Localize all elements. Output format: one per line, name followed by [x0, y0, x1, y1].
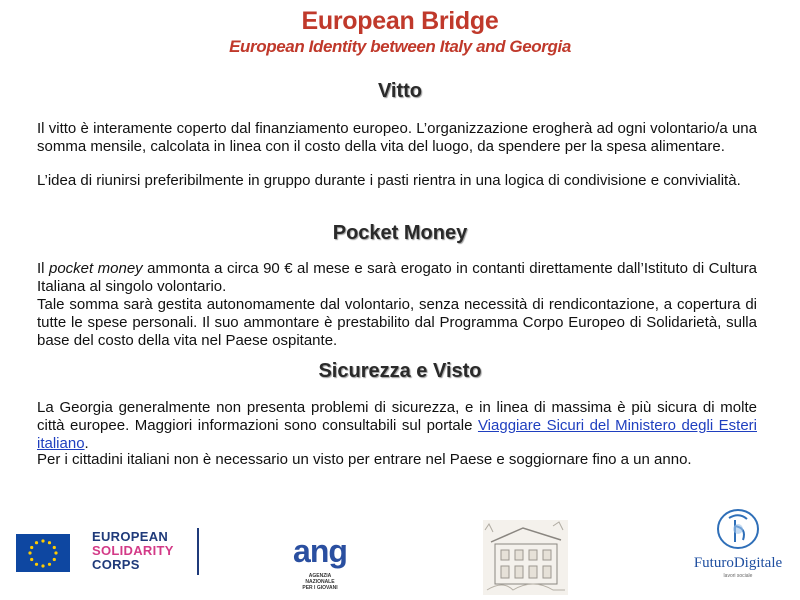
pocket-p1-before: Il — [37, 260, 49, 277]
vitto-paragraph-1: Il vitto è interamente coperto dal finanziamento europeo. L’organizzazione erogherà ad ogni volontario/a una somma mensile, calcolata in linea con il costo della vita del luogo, da spendere per la spesa alimentare. — [37, 120, 757, 155]
esc-divider — [197, 528, 199, 575]
building-sketch-icon — [483, 520, 568, 595]
page-title: European Bridge — [301, 7, 499, 35]
futuro-digitale-name: FuturoDigitale — [693, 555, 783, 571]
heading-vitto: Vitto — [377, 80, 423, 102]
vitto-paragraph-2: L’idea di riunirsi preferibilmente in gruppo durante i pasti rientra in una logica di condivisione e convivialità. — [37, 172, 741, 189]
ang-wordmark: ang — [293, 533, 347, 569]
page-header — [0, 6, 800, 58]
sicurezza-p1-before: La Georgia generalmente non presenta problemi di sicurezza, e in linea di massima è più sicura di molte città europee. Maggiori informazioni sono consultabili sul portale — [37, 399, 757, 434]
ang-sub-3: PER I GIOVANI — [302, 585, 338, 591]
eu-flag-icon — [16, 534, 70, 572]
logo-footer — [0, 500, 800, 600]
page-subtitle: European Identity between Italy and Georgia — [229, 37, 571, 56]
ang-sub-1: AGENZIA — [308, 573, 332, 579]
ang-sub-2: NAZIONALE — [305, 579, 335, 585]
pocket-p1-after: ammonta a circa 90 € al mese e sarà erogato in contanti direttamente dall’Istituto di Cultura Italiana al singolo volontario. — [37, 260, 757, 295]
pocket-paragraph-2: Tale somma sarà gestita autonomamente dal volontario, senza necessità di rendicontazione, a copertura di tutte le spese personali. Il suo ammontare è prestabilito dal Programma Corpo Europeo di Solidarietà, sulla base del costo della vita nel Paese ospitante. — [37, 296, 757, 349]
pocket-money-term: pocket money — [48, 260, 143, 277]
esc-logo — [16, 500, 191, 600]
ang-logo — [280, 533, 360, 593]
viaggiare-sicuri-link[interactable]: Viaggiare Sicuri del Ministero degli Esteri italiano — [37, 417, 757, 452]
esc-logo-text — [92, 530, 174, 572]
sicurezza-p1-after: . — [84, 435, 89, 452]
futuro-digitale-tagline: lavori sociale — [723, 573, 753, 579]
futuro-digitale-emblem-icon — [713, 506, 763, 552]
ang-subtitle — [280, 573, 360, 591]
sicurezza-paragraph-2: Per i cittadini italiani non è necessario un visto per entrare nel Paese e soggiornare fino a un anno. — [37, 451, 692, 468]
esc-line-2: SOLIDARITY — [92, 543, 174, 558]
pocket-paragraph-1 — [37, 260, 757, 296]
building-photo — [483, 520, 568, 595]
esc-line-1: EUROPEAN — [92, 529, 169, 544]
sicurezza-paragraph-1 — [37, 399, 757, 453]
heading-pocket-money: Pocket Money — [332, 222, 468, 244]
esc-line-3: CORPS — [92, 557, 140, 572]
heading-sicurezza-visto: Sicurezza e Visto — [318, 360, 482, 382]
futuro-digitale-logo — [688, 506, 788, 596]
